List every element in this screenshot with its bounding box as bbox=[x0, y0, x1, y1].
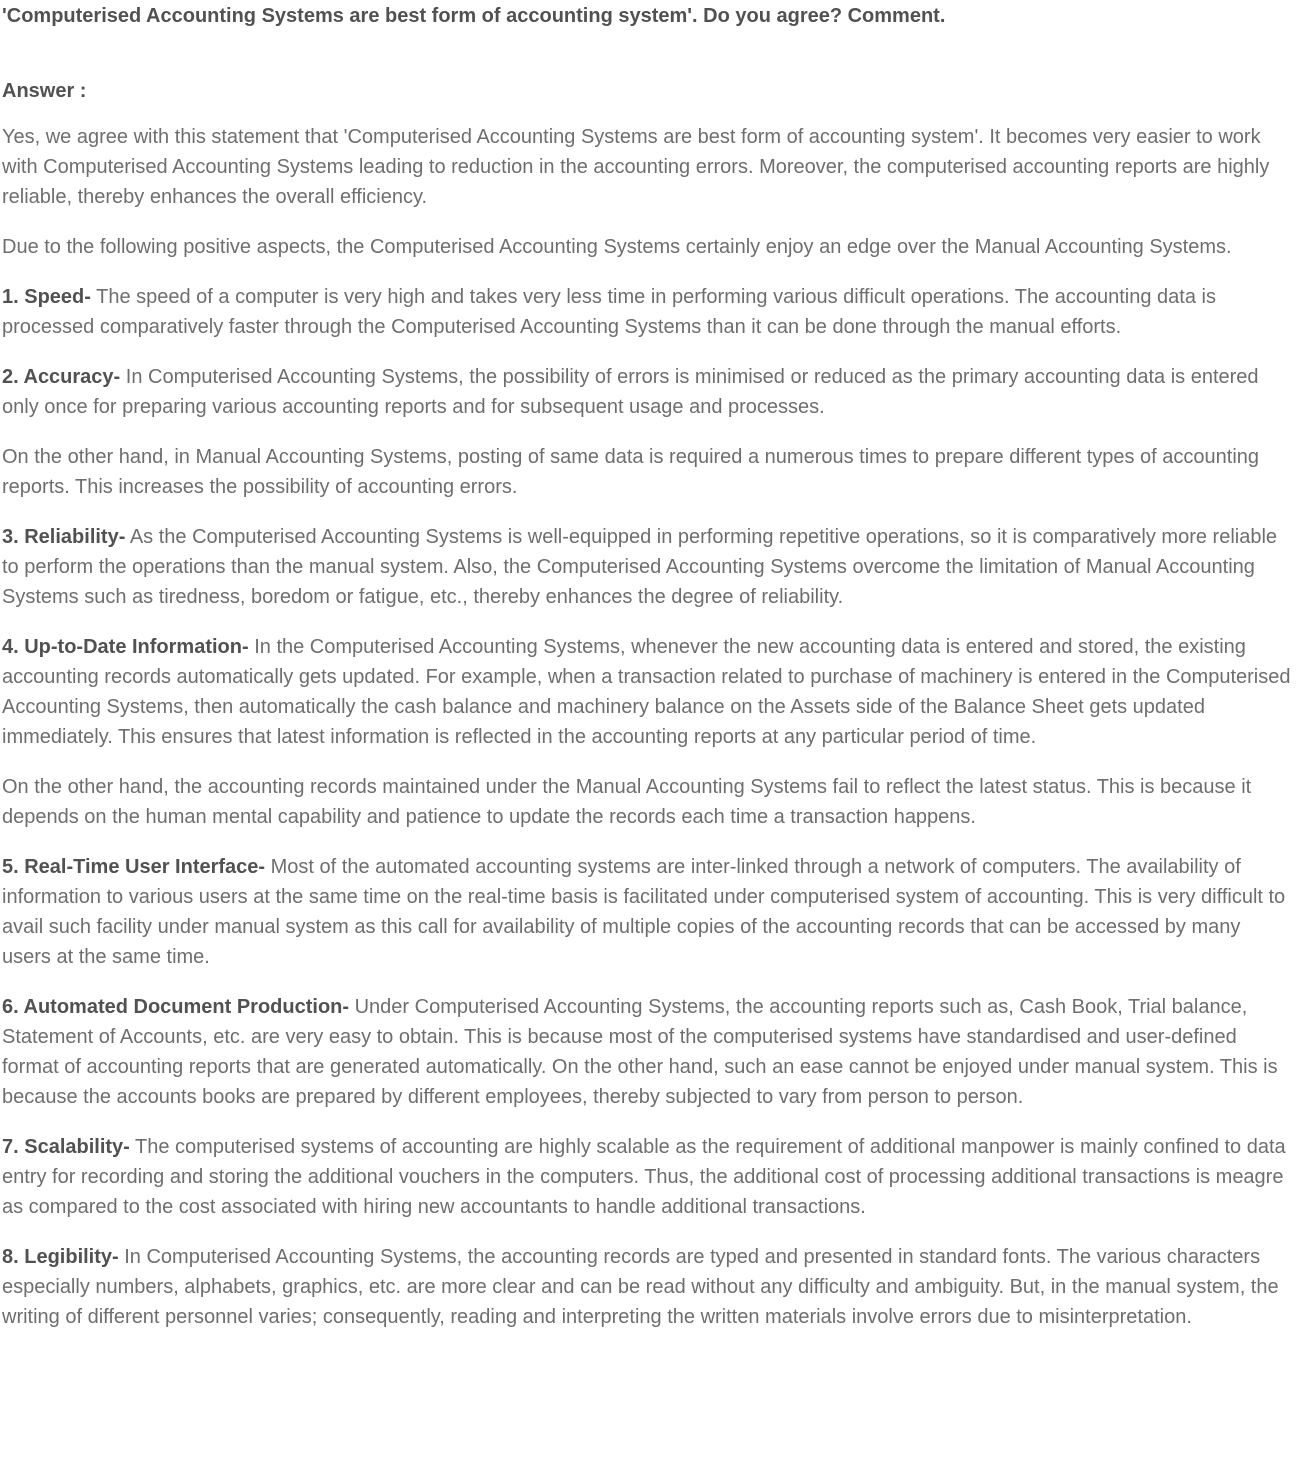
paragraph-legibility bbox=[2, 1242, 1292, 1332]
paragraph-text: Due to the following positive aspects, the Computerised Accounting Systems certainly enjoy an edge over the Manual Accounting Systems. bbox=[2, 236, 1232, 258]
paragraph-intro bbox=[2, 122, 1292, 212]
paragraph-text: The speed of a computer is very high and takes very less time in performing various difficult operations. The accounting data is processed comparatively faster through the Computerised Accounting Systems than it can be done through the manual efforts. bbox=[2, 286, 1216, 338]
paragraph-positive-aspects bbox=[2, 232, 1292, 262]
paragraph-text: The computerised systems of accounting are highly scalable as the requirement of additional manpower is mainly confined to data entry for recording and storing the additional vouchers in the computers. Thus, the additional cost of processing additional transactions is meagre as compared to the cost associated with hiring new accountants to handle additional transactions. bbox=[2, 1136, 1286, 1218]
paragraph-lead: 4. Up-to-Date Information- bbox=[2, 636, 249, 658]
paragraph-lead: 1. Speed- bbox=[2, 286, 91, 308]
paragraph-speed bbox=[2, 282, 1292, 342]
paragraph-text: On the other hand, the accounting records maintained under the Manual Accounting Systems fail to reflect the latest status. This is because it depends on the human mental capability and patience to update the records each time a transaction happens. bbox=[2, 776, 1252, 828]
paragraph-text: Most of the automated accounting systems are inter-linked through a network of computers. The availability of information to various users at the same time on the real-time basis is facilitated under computerised system of accounting. This is very difficult to avail such facility under manual system as this call for availability of multiple copies of the accounting records that can be accessed by many users at the same time. bbox=[2, 856, 1286, 968]
paragraph-automated-document-production bbox=[2, 992, 1292, 1112]
paragraph-lead: 3. Reliability- bbox=[2, 526, 126, 548]
paragraph-up-to-date-contrast bbox=[2, 772, 1292, 832]
paragraph-lead: 5. Real-Time User Interface- bbox=[2, 856, 266, 878]
paragraph-up-to-date-information bbox=[2, 632, 1292, 752]
paragraph-text: On the other hand, in Manual Accounting Systems, posting of same data is required a numerous times to prepare different types of accounting reports. This increases the possibility of accounting errors. bbox=[2, 446, 1260, 498]
paragraph-text: In Computerised Accounting Systems, the accounting records are typed and presented in standard fonts. The various characters especially numbers, alphabets, graphics, etc. are more clear and can be read without any difficulty and ambiguity. But, in the manual system, the writing of different personnel varies; consequently, reading and interpreting the written materials involve errors due to misinterpretation. bbox=[2, 1246, 1279, 1328]
paragraph-accuracy bbox=[2, 362, 1292, 422]
paragraph-lead: 7. Scalability- bbox=[2, 1136, 130, 1158]
question-title: 'Computerised Accounting Systems are best form of accounting system'. Do you agree? Comment. bbox=[2, 5, 946, 27]
paragraph-text: Yes, we agree with this statement that 'Computerised Accounting Systems are best form of accounting system'. It becomes very easier to work with Computerised Accounting Systems leading to reduction in the accounting errors. Moreover, the computerised accounting reports are highly reliable, thereby enhances the overall efficiency. bbox=[2, 126, 1270, 208]
paragraph-scalability bbox=[2, 1132, 1292, 1222]
answer-body bbox=[2, 122, 1292, 1332]
paragraph-real-time-user-interface bbox=[2, 852, 1292, 972]
paragraph-text: As the Computerised Accounting Systems is well-equipped in performing repetitive operations, so it is comparatively more reliable to perform the operations than the manual system. Also, the Computerised Accounting Systems overcome the limitation of Manual Accounting Systems such as tiredness, boredom or fatigue, etc., thereby enhances the degree of reliability. bbox=[2, 526, 1278, 608]
paragraph-accuracy-contrast bbox=[2, 442, 1292, 502]
paragraph-text: In Computerised Accounting Systems, the possibility of errors is minimised or reduced as the primary accounting data is entered only once for preparing various accounting reports and for subsequent usage and processes. bbox=[2, 366, 1259, 418]
paragraph-lead: 6. Automated Document Production- bbox=[2, 996, 350, 1018]
document-page bbox=[2, 2, 1292, 1332]
paragraph-lead: 8. Legibility- bbox=[2, 1246, 119, 1268]
paragraph-text: Under Computerised Accounting Systems, the accounting reports such as, Cash Book, Trial balance, Statement of Accounts, etc. are very easy to obtain. This is because most of the computerised systems have standardised and user-defined format of accounting reports that are generated automatically. On the other hand, such an ease cannot be enjoyed under manual system. This is because the accounts books are prepared by different employees, thereby subjected to vary from person to person. bbox=[2, 996, 1278, 1108]
paragraph-text: In the Computerised Accounting Systems, whenever the new accounting data is entered and stored, the existing accounting records automatically gets updated. For example, when a transaction related to purchase of machinery is entered in the Computerised Accounting Systems, then automatically the cash balance and machinery balance on the Assets side of the Balance Sheet gets updated immediately. This ensures that latest information is reflected in the accounting reports at any particular period of time. bbox=[2, 636, 1291, 748]
paragraph-lead: 2. Accuracy- bbox=[2, 366, 121, 388]
answer-label: Answer : bbox=[2, 80, 87, 102]
paragraph-reliability bbox=[2, 522, 1292, 612]
